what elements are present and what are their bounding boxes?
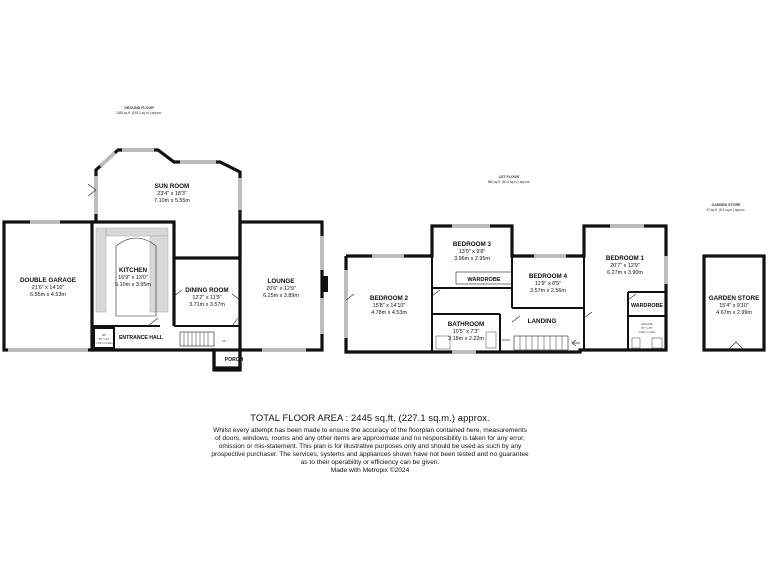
disclaimer-line: of doors, windows, rooms and any other items are approximate and no responsibility is taken for any error, [215,435,525,443]
ground-floor-header [116,106,162,115]
up-label: UP [222,340,226,343]
room-size-metric: 3.96m x 2.95m [454,256,490,262]
room-size-metric: 6.25m x 3.89m [263,293,299,299]
porch-label: PORCH [224,357,244,363]
entrance-hall-label: ENTRANCE HALL [118,335,164,341]
room-name: BATHROOM [447,321,485,328]
first-floor-staircase [514,336,580,350]
room-size-imperial: 20'6" x 12'9" [266,286,296,292]
double-garage-label [20,277,76,298]
room-size-metric: 3.71m x 3.57m [189,302,225,308]
room-size-metric: 3.18m x 2.22m [448,336,484,342]
bedroom-4-label [529,273,568,294]
room-name: BEDROOM 1 [605,255,645,262]
floorplan-footer [170,412,570,475]
lounge-label [263,278,299,299]
dining-room-walls [174,222,240,258]
room-size-imperial: 15'4" x 9'10" [719,303,749,309]
first-floor-header [488,175,531,184]
room-name: LOUNGE [267,278,295,285]
room-size-imperial: 21'6" x 14'10" [31,285,65,291]
basin [486,332,496,348]
room-name: ENSUITE [641,323,653,326]
entrance-hall-walls [92,350,240,368]
room-size-imperial: 15'8" x 14'10" [372,303,406,309]
ground-floor-title: GROUND FLOOR [124,106,154,110]
kitchen-worktop [150,236,168,312]
bedroom-2-label [370,295,409,316]
disclaimer-line: prospective purchaser. The services, systems and appliances shown have not been tested and no guarantee [211,451,529,459]
room-name: BEDROOM 2 [369,295,409,302]
garden-store-area: 91 sq.ft. (8.5 sq.m.) approx. [706,208,746,212]
total-floor-area: TOTAL FLOOR AREA : 2445 sq.ft. (227.1 sq.m.) approx. [250,412,490,423]
bedroom-1-label [606,255,645,276]
kitchen-label [115,267,151,288]
room-size-imperial: 11'9" x 8'5" [534,281,562,287]
bathroom-label [448,321,485,342]
bedroom-3-label [453,241,492,262]
disclaimer [170,427,570,467]
room-name: GARDEN STORE [708,295,760,302]
first-floor-title: 1ST FLOOR [498,175,520,179]
room-size-imperial: 12'2" x 11'9" [192,295,222,301]
ground-floor-area: 1488 sq.ft. (138.2 sq.m.) approx. [115,111,163,115]
room-name: SUN ROOM [154,183,190,190]
garden-store-label [709,295,760,316]
room-size-imperial: 23'4" x 18'3" [157,191,187,197]
kitchen-worktop [106,228,168,236]
room-size-imperial: 20'7" x 12'9" [610,263,640,269]
room-size-metric: 7.10m x 5.55m [154,198,190,204]
disclaimer-line: Whilst every attempt has been made to ensure the accuracy of the floorplan contained here, measurements [213,427,527,434]
dining-room-label [185,287,228,308]
disclaimer-line: as to their operability or efficiency can be given. [300,459,440,467]
room-size-imperial: 13'0" x 9'8" [458,249,486,255]
wardrobe-3-label: WARDROBE [467,277,501,283]
down-label: DOWN [501,339,511,342]
garden-store-title: GARDEN STORE [711,203,741,207]
room-size-metric: 1.73m x 0.94m [95,342,113,345]
room-size-metric: 2.60m x 1.04m [638,331,656,334]
room-size-imperial: 16'9" x 13'0" [118,275,148,281]
wardrobe-1-label: WARDROBE [630,303,664,309]
room-size-metric: 5.10m x 3.95m [115,282,151,288]
toilet [632,338,640,348]
sun-room-label [154,183,190,204]
room-name: WC [101,334,107,337]
wc-label [95,333,112,345]
landing-label: LANDING [527,318,557,325]
garden-store-header [707,203,746,212]
room-size-imperial: 5'8" x 3'1" [98,338,110,341]
metropix-credit: Made with Metropix ©2024 [330,467,410,475]
kitchen-worktop [96,228,106,312]
room-size-imperial: 8'7" x 3'5" [641,327,653,330]
window [100,153,115,166]
room-size-metric: 4.78m x 4.53m [371,310,407,316]
room-name: KITCHEN [119,267,147,274]
room-name: DOUBLE GARAGE [20,277,76,284]
ground-staircase [180,332,214,346]
chimney-breast [322,276,328,292]
room-name: DINING ROOM [185,287,229,294]
ensuite-label [638,322,655,334]
first-floor-plan [346,226,666,352]
room-size-metric: 6.27m x 3.90m [607,270,643,276]
room-name: BEDROOM 3 [452,241,492,248]
room-size-metric: 4.67m x 2.99m [716,310,752,316]
first-floor-area: 866 sq.ft. (80.4 sq.m.) approx. [487,180,531,184]
disclaimer-line: omission or mis-statement. This plan is for illustrative purposes only and should be used as such by any [218,443,522,451]
room-name: BEDROOM 4 [528,273,568,280]
room-size-metric: 3.57m x 2.56m [530,288,566,294]
room-size-metric: 6.55m x 4.53m [30,292,66,298]
room-size-imperial: 10'5" x 7'3" [452,329,480,335]
shower [652,338,662,348]
